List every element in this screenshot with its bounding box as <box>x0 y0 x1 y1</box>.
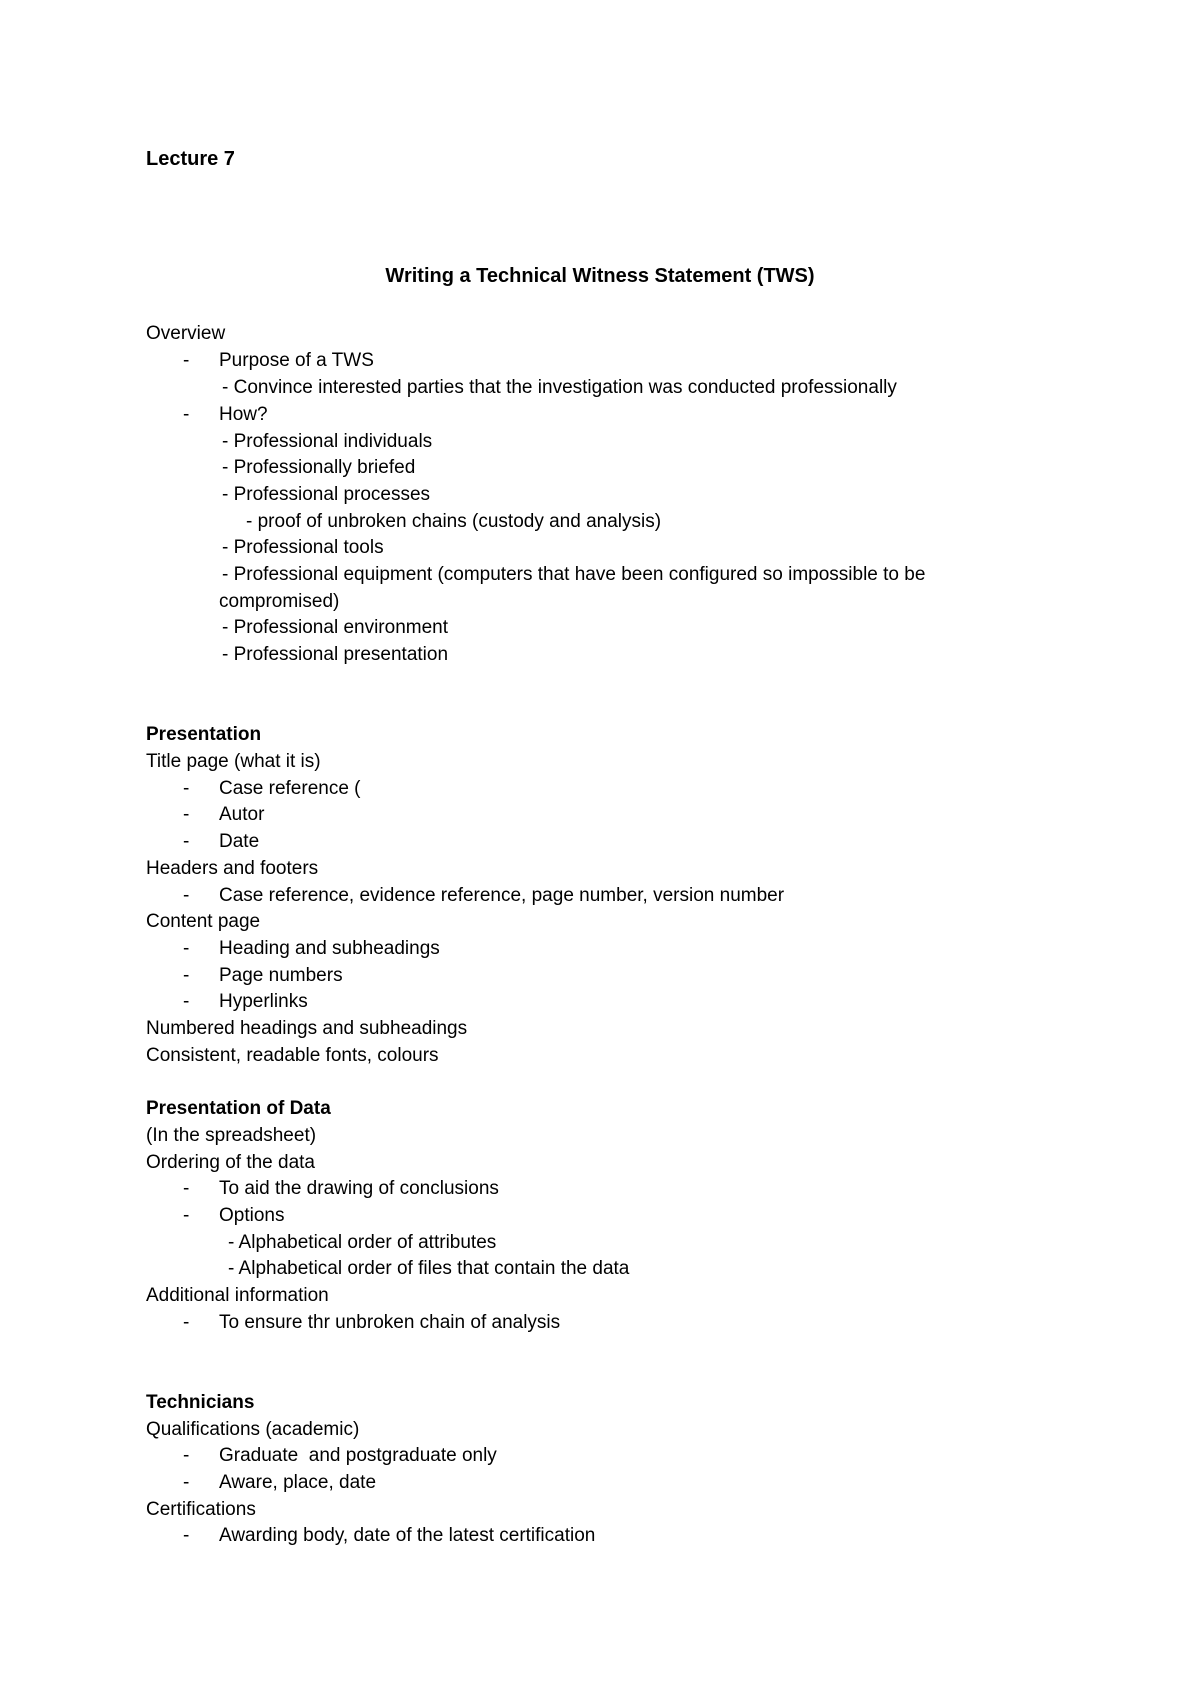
bullet-dash: - <box>183 1178 190 1199</box>
sub-item: - Professionally briefed <box>222 457 416 478</box>
list-item-text: Date <box>219 831 260 852</box>
technicians-heading: Technicians <box>146 1392 255 1413</box>
section-line: (In the spreadsheet) <box>146 1125 317 1146</box>
list-item-text: Page numbers <box>219 965 343 986</box>
list-item-text: Options <box>219 1205 285 1226</box>
section-line: Ordering of the data <box>146 1152 315 1173</box>
bullet-dash: - <box>183 1472 190 1493</box>
sub-item: - Professional environment <box>222 617 448 638</box>
sub-item: - Professional processes <box>222 484 431 505</box>
list-item-text: Aware, place, date <box>219 1472 377 1493</box>
bullet-dash: - <box>183 778 190 799</box>
presentation-heading: Presentation <box>146 724 262 745</box>
list-item-text: To ensure thr unbroken chain of analysis <box>219 1312 561 1333</box>
bullet-dash: - <box>183 350 190 371</box>
list-item-text: Case reference ( <box>219 778 361 799</box>
list-item-text: Purpose of a TWS <box>219 350 374 371</box>
presentation-of-data-heading: Presentation of Data <box>146 1098 331 1119</box>
bullet-dash: - <box>183 804 190 825</box>
sub-item: - Professional presentation <box>222 644 449 665</box>
section-line: Title page (what it is) <box>146 751 321 772</box>
bullet-dash: - <box>183 885 190 906</box>
bullet-dash: - <box>183 404 190 425</box>
lecture-label: Lecture 7 <box>146 148 235 170</box>
document-title: Writing a Technical Witness Statement (TWS) <box>385 265 815 287</box>
bullet-dash: - <box>183 831 190 852</box>
sub-sub-item: - proof of unbroken chains (custody and analysis) <box>246 511 662 532</box>
bullet-dash: - <box>183 965 190 986</box>
bullet-dash: - <box>183 1312 190 1333</box>
section-line: Certifications <box>146 1499 256 1520</box>
sub-item: - Convince interested parties that the investigation was conducted professionally <box>222 377 897 398</box>
list-item-text: Awarding body, date of the latest certification <box>219 1525 596 1546</box>
overview-heading: Overview <box>146 323 226 344</box>
sub-item: - Alphabetical order of files that contain the data <box>228 1258 630 1279</box>
bullet-dash: - <box>183 1445 190 1466</box>
sub-item-continuation: compromised) <box>219 591 340 612</box>
sub-item: - Professional individuals <box>222 431 433 452</box>
section-line: Numbered headings and subheadings <box>146 1018 468 1039</box>
bullet-dash: - <box>183 1205 190 1226</box>
bullet-dash: - <box>183 1525 190 1546</box>
section-line: Additional information <box>146 1285 329 1306</box>
sub-item: - Professional tools <box>222 537 384 558</box>
list-item-text: Graduate and postgraduate only <box>219 1445 497 1466</box>
sub-item: - Professional equipment (computers that have been configured so impossible to be <box>222 564 926 585</box>
bullet-dash: - <box>183 991 190 1012</box>
list-item-text: Heading and subheadings <box>219 938 440 959</box>
list-item-text: Autor <box>219 804 265 825</box>
list-item-text: Hyperlinks <box>219 991 308 1012</box>
sub-item: - Alphabetical order of attributes <box>228 1232 497 1253</box>
list-item-text: To aid the drawing of conclusions <box>219 1178 499 1199</box>
list-item-text: How? <box>219 404 268 425</box>
section-line: Consistent, readable fonts, colours <box>146 1045 439 1066</box>
list-item-text: Case reference, evidence reference, page number, version number <box>219 885 785 906</box>
section-line: Qualifications (academic) <box>146 1419 360 1440</box>
section-line: Headers and footers <box>146 858 319 879</box>
bullet-dash: - <box>183 938 190 959</box>
section-line: Content page <box>146 911 261 932</box>
